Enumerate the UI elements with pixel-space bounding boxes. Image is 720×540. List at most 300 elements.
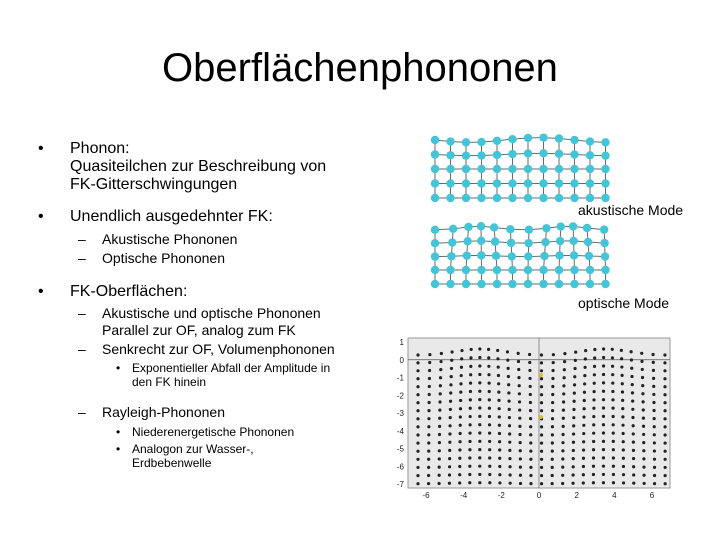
- displacement-dot: [641, 392, 644, 395]
- lattice-atom: [446, 165, 454, 173]
- lattice-atom: [463, 251, 471, 259]
- lattice-atom: [462, 280, 470, 288]
- lattice-atom: [493, 151, 501, 159]
- displacement-dot: [468, 465, 471, 468]
- displacement-dot: [416, 441, 419, 444]
- displacement-dot: [540, 369, 543, 372]
- displacement-dot: [632, 482, 635, 485]
- displacement-dot: [592, 440, 595, 443]
- displacement-dot: [602, 373, 605, 376]
- displacement-dot: [529, 401, 532, 404]
- displacement-dot: [518, 392, 521, 395]
- displacement-dot: [583, 407, 586, 410]
- displacement-dot: [612, 415, 615, 418]
- displacement-dot: [663, 417, 666, 420]
- displacement-dot: [468, 473, 471, 476]
- displacement-dot: [540, 474, 543, 477]
- displacement-dot: [592, 398, 595, 401]
- optical-mode-label: optische Mode: [578, 295, 670, 311]
- displacement-dot: [449, 408, 452, 411]
- displacement-dot: [573, 400, 576, 403]
- displacement-dot: [611, 348, 614, 351]
- displacement-dot: [478, 381, 481, 384]
- sub-bullet-marker: –: [78, 231, 86, 247]
- displacement-dot: [652, 369, 655, 372]
- displacement-dot: [663, 361, 666, 364]
- displacement-dot: [529, 433, 532, 436]
- displacement-dot: [620, 365, 623, 368]
- lattice-atom: [446, 179, 454, 187]
- displacement-dot: [507, 383, 510, 386]
- displacement-dot: [469, 365, 472, 368]
- displacement-dot: [416, 482, 419, 485]
- bullet-text: FK-Oberflächen:: [70, 283, 188, 300]
- displacement-dot: [427, 458, 430, 461]
- displacement-dot: [551, 450, 554, 453]
- displacement-dot: [498, 473, 501, 476]
- y-tick-label: 1: [399, 338, 404, 347]
- displacement-dot: [509, 482, 512, 485]
- lattice-atom: [463, 237, 471, 245]
- sub-sub-bullet-text: Niederenergetische Phononen: [132, 425, 295, 439]
- displacement-dot: [416, 377, 419, 380]
- sub-sub-bullet-text: Erdbebenwelle: [132, 456, 212, 470]
- displacement-dot: [488, 465, 491, 468]
- displacement-dot: [551, 458, 554, 461]
- y-tick-label: -2: [396, 391, 404, 401]
- lattice-atom: [490, 223, 498, 231]
- displacement-dot: [630, 350, 633, 353]
- displacement-dot: [612, 432, 615, 435]
- displacement-dot: [583, 374, 586, 377]
- lattice-atom: [462, 194, 470, 202]
- displacement-dot: [460, 357, 463, 360]
- displacement-dot: [496, 349, 499, 352]
- displacement-dot: [631, 391, 634, 394]
- sub-sub-bullet-text: Analogon zur Wasser-,: [132, 442, 254, 456]
- displacement-dot: [582, 457, 585, 460]
- displacement-dot: [416, 401, 419, 404]
- displacement-dot: [621, 399, 624, 402]
- displacement-dot: [611, 407, 614, 410]
- displacement-dot: [529, 474, 532, 477]
- displacement-dot: [519, 449, 522, 452]
- displacement-dot: [593, 390, 596, 393]
- displacement-dot: [478, 456, 481, 459]
- lattice-atom: [555, 134, 563, 142]
- displacement-dot: [540, 433, 543, 436]
- lattice-atom: [539, 149, 547, 157]
- lattice-atom: [569, 237, 577, 245]
- lattice-atom: [431, 252, 439, 260]
- displacement-dot: [428, 401, 431, 404]
- sub-bullet-marker: –: [78, 305, 86, 321]
- displacement-dot: [507, 391, 510, 394]
- displacement-dot: [621, 390, 624, 393]
- displacement-dot: [563, 368, 566, 371]
- lattice-atom: [601, 165, 609, 173]
- displacement-dot: [448, 473, 451, 476]
- displacement-dot: [428, 353, 431, 356]
- displacement-dot: [478, 406, 481, 409]
- displacement-dot: [621, 424, 624, 427]
- displacement-dot: [551, 425, 554, 428]
- displacement-dot: [478, 398, 481, 401]
- displacement-dot: [562, 392, 565, 395]
- displacement-dot: [478, 481, 481, 484]
- sub-bullet-text: Akustische und optische Phononen: [102, 305, 321, 321]
- displacement-dot: [611, 381, 614, 384]
- displacement-dot: [469, 390, 472, 393]
- displacement-dot: [572, 416, 575, 419]
- displacement-dot: [630, 367, 633, 370]
- displacement-dot: [612, 473, 615, 476]
- displacement-dot: [602, 481, 605, 484]
- displacement-dot: [469, 382, 472, 385]
- displacement-dot: [571, 482, 574, 485]
- highlight-dot: [539, 373, 543, 377]
- displacement-dot: [592, 465, 595, 468]
- lattice-atom: [570, 266, 578, 274]
- bullet-text: Unendlich ausgedehnter FK:: [70, 208, 273, 225]
- displacement-dot: [593, 365, 596, 368]
- displacement-dot: [663, 409, 666, 412]
- displacement-dot: [611, 356, 614, 359]
- displacement-dot: [602, 390, 605, 393]
- sub-bullet-text: Parallel zur OF, analog zum FK: [102, 322, 296, 338]
- displacement-dot: [582, 424, 585, 427]
- lattice-atom: [462, 266, 470, 274]
- lattice-atom: [539, 165, 547, 173]
- displacement-dot: [507, 400, 510, 403]
- displacement-dot: [488, 423, 491, 426]
- displacement-dot: [653, 482, 656, 485]
- displacement-dot: [572, 465, 575, 468]
- displacement-dot: [663, 377, 666, 380]
- displacement-dot: [416, 353, 419, 356]
- displacement-dot: [632, 473, 635, 476]
- displacement-dot: [612, 440, 615, 443]
- sub-bullet-text: Akustische Phononen: [102, 231, 238, 247]
- displacement-dot: [583, 399, 586, 402]
- displacement-dot: [439, 360, 442, 363]
- sub-bullet-text: Rayleigh-Phononen: [102, 404, 225, 420]
- displacement-dot: [460, 374, 463, 377]
- displacement-dot: [572, 441, 575, 444]
- displacement-dot: [498, 448, 501, 451]
- lattice-atom: [555, 179, 563, 187]
- lattice-atom: [477, 237, 485, 245]
- displacement-dot: [468, 456, 471, 459]
- bullet-text: Phonon:: [70, 140, 130, 157]
- displacement-dot: [416, 474, 419, 477]
- displacement-dot: [438, 466, 441, 469]
- displacement-dot: [583, 391, 586, 394]
- displacement-dot: [427, 425, 430, 428]
- displacement-dot: [552, 353, 555, 356]
- displacement-dot: [438, 408, 441, 411]
- displacement-dot: [487, 365, 490, 368]
- displacement-dot: [517, 376, 520, 379]
- lattice-atom: [508, 165, 516, 173]
- displacement-dot: [459, 399, 462, 402]
- lattice-atom: [462, 151, 470, 159]
- displacement-dot: [612, 448, 615, 451]
- displacement-dot: [620, 349, 623, 352]
- displacement-dot: [427, 449, 430, 452]
- displacement-dot: [652, 409, 655, 412]
- lattice-atom: [570, 165, 578, 173]
- displacement-dot: [642, 425, 645, 428]
- displacement-dot: [518, 417, 521, 420]
- lattice-atom: [477, 165, 485, 173]
- bullet-marker: •: [38, 140, 44, 157]
- lattice-atom: [477, 151, 485, 159]
- sub-bullet-marker: –: [78, 250, 86, 266]
- lattice-atom: [446, 266, 454, 274]
- lattice-atom: [586, 266, 594, 274]
- displacement-dot: [592, 432, 595, 435]
- displacement-dot: [497, 374, 500, 377]
- displacement-dot: [427, 417, 430, 420]
- displacement-dot: [602, 347, 605, 350]
- lattice-atom: [570, 136, 578, 144]
- displacement-dot: [540, 377, 543, 380]
- displacement-dot: [592, 456, 595, 459]
- lattice-atom: [508, 280, 516, 288]
- displacement-dot: [458, 448, 461, 451]
- displacement-dot: [582, 481, 585, 484]
- displacement-dot: [469, 415, 472, 418]
- displacement-dot: [572, 473, 575, 476]
- displacement-dot: [592, 415, 595, 418]
- displacement-dot: [450, 359, 453, 362]
- lattice-atom: [539, 280, 547, 288]
- displacement-dot: [540, 450, 543, 453]
- lattice-atom: [431, 165, 439, 173]
- displacement-dot: [642, 417, 645, 420]
- displacement-dot: [653, 474, 656, 477]
- displacement-dot: [438, 474, 441, 477]
- displacement-dot: [584, 349, 587, 352]
- displacement-dot: [448, 432, 451, 435]
- displacement-dot: [528, 361, 531, 364]
- displacement-dot: [651, 353, 654, 356]
- displacement-dot: [663, 353, 666, 356]
- sub-sub-bullet-marker: •: [116, 442, 121, 456]
- displacement-dot: [592, 481, 595, 484]
- displacement-dot: [427, 409, 430, 412]
- displacement-dot: [653, 433, 656, 436]
- x-tick-label: -6: [422, 491, 430, 500]
- displacement-dot: [602, 364, 605, 367]
- displacement-dot: [642, 433, 645, 436]
- displacement-dot: [508, 424, 511, 427]
- displacement-dot: [469, 407, 472, 410]
- lattice-atom: [477, 138, 485, 146]
- displacement-dot: [652, 385, 655, 388]
- displacement-dot: [664, 433, 667, 436]
- displacement-dot: [632, 441, 635, 444]
- displacement-dot: [469, 423, 472, 426]
- displacement-dot: [508, 465, 511, 468]
- sub-sub-bullet-text: Exponentieller Abfall der Amplitude in: [132, 361, 331, 375]
- displacement-dot: [427, 482, 430, 485]
- displacement-dot: [449, 383, 452, 386]
- displacement-dot: [529, 409, 532, 412]
- displacement-dot: [572, 424, 575, 427]
- lattice-atom: [524, 149, 532, 157]
- lattice-atom: [491, 237, 499, 245]
- displacement-dot: [508, 449, 511, 452]
- displacement-dot: [602, 440, 605, 443]
- displacement-dot: [622, 473, 625, 476]
- lattice-atom: [525, 226, 533, 234]
- displacement-dot: [529, 441, 532, 444]
- displacement-dot: [468, 448, 471, 451]
- lattice-atom: [601, 194, 609, 202]
- displacement-dot: [612, 456, 615, 459]
- displacement-dot: [438, 417, 441, 420]
- y-tick-label: -5: [396, 444, 404, 454]
- displacement-dot: [583, 366, 586, 369]
- lattice-atom: [493, 165, 501, 173]
- bullet-marker: •: [38, 283, 44, 300]
- displacement-dot: [469, 398, 472, 401]
- displacement-dot: [540, 425, 543, 428]
- sub-bullet-marker: –: [78, 404, 86, 420]
- displacement-dot: [416, 466, 419, 469]
- displacement-dot: [506, 359, 509, 362]
- displacement-dot: [582, 432, 585, 435]
- displacement-dot: [630, 358, 633, 361]
- displacement-dot: [518, 408, 521, 411]
- displacement-dot: [438, 433, 441, 436]
- y-tick-label: 0: [399, 355, 404, 365]
- displacement-dot: [437, 482, 440, 485]
- displacement-dot: [517, 360, 520, 363]
- displacement-dot: [631, 408, 634, 411]
- displacement-dot: [448, 449, 451, 452]
- sub-bullet-text: Optische Phononen: [102, 250, 225, 266]
- displacement-dot: [438, 400, 441, 403]
- displacement-dot: [478, 415, 481, 418]
- displacement-dot: [519, 474, 522, 477]
- x-tick-label: 6: [649, 491, 655, 500]
- lattice-atom: [446, 194, 454, 202]
- displacement-dot: [540, 401, 543, 404]
- displacement-dot: [416, 385, 419, 388]
- lattice-atom: [508, 194, 516, 202]
- displacement-dot: [508, 416, 511, 419]
- displacement-dot: [561, 449, 564, 452]
- lattice-atom: [586, 280, 594, 288]
- displacement-dot: [478, 390, 481, 393]
- lattice-atom: [570, 251, 578, 259]
- displacement-dot: [632, 449, 635, 452]
- displacement-dot: [459, 415, 462, 418]
- displacement-dot: [478, 356, 481, 359]
- displacement-dot: [612, 481, 615, 484]
- displacement-dot: [664, 474, 667, 477]
- displacement-dot: [478, 465, 481, 468]
- lattice-atom: [539, 179, 547, 187]
- displacement-dot: [584, 357, 587, 360]
- displacement-dot: [653, 441, 656, 444]
- displacement-dot: [529, 458, 532, 461]
- optical-mode-lattice-figure: [425, 218, 620, 293]
- lattice-atom: [524, 280, 532, 288]
- displacement-dot: [572, 449, 575, 452]
- y-tick-label: -1: [396, 373, 404, 383]
- displacement-dot: [498, 481, 501, 484]
- displacement-dot: [562, 400, 565, 403]
- displacement-dot: [488, 390, 491, 393]
- displacement-dot: [528, 377, 531, 380]
- displacement-dot: [551, 417, 554, 420]
- lattice-atom: [539, 194, 547, 202]
- displacement-dot: [551, 466, 554, 469]
- lattice-atom: [462, 179, 470, 187]
- displacement-dot: [478, 448, 481, 451]
- lattice-atom: [586, 137, 594, 145]
- displacement-dot: [487, 356, 490, 359]
- lattice-atom: [431, 136, 439, 144]
- displacement-dot: [508, 408, 511, 411]
- lattice-atom: [555, 165, 563, 173]
- displacement-dot: [540, 393, 543, 396]
- displacement-dot: [450, 375, 453, 378]
- displacement-dot: [562, 409, 565, 412]
- lattice-atom: [539, 133, 547, 141]
- displacement-dot: [664, 441, 667, 444]
- displacement-dot: [602, 431, 605, 434]
- displacement-dot: [428, 393, 431, 396]
- displacement-dot: [562, 384, 565, 387]
- y-tick-label: -4: [396, 426, 404, 436]
- displacement-dot: [450, 367, 453, 370]
- lattice-atom: [524, 179, 532, 187]
- displacement-dot: [416, 425, 419, 428]
- displacement-dot: [592, 448, 595, 451]
- displacement-dot: [622, 481, 625, 484]
- displacement-dot: [572, 408, 575, 411]
- displacement-dot: [540, 353, 543, 356]
- displacement-dot: [478, 423, 481, 426]
- lattice-atom: [506, 225, 514, 233]
- lattice-atom: [542, 224, 550, 232]
- displacement-dot: [498, 407, 501, 410]
- displacement-dot: [498, 440, 501, 443]
- displacement-dot: [652, 361, 655, 364]
- lattice-atom: [585, 252, 593, 260]
- displacement-dot: [438, 449, 441, 452]
- displacement-dot: [529, 417, 532, 420]
- displacement-dot: [438, 425, 441, 428]
- displacement-dot: [468, 440, 471, 443]
- displacement-dot: [488, 432, 491, 435]
- displacement-dot: [448, 424, 451, 427]
- lattice-atom: [570, 150, 578, 158]
- displacement-dot: [573, 391, 576, 394]
- displacement-dot: [641, 368, 644, 371]
- lattice-atom: [508, 252, 516, 260]
- displacement-dot: [642, 457, 645, 460]
- displacement-dot: [540, 409, 543, 412]
- lattice-atom: [493, 137, 501, 145]
- displacement-dot: [602, 423, 605, 426]
- displacement-dot: [528, 369, 531, 372]
